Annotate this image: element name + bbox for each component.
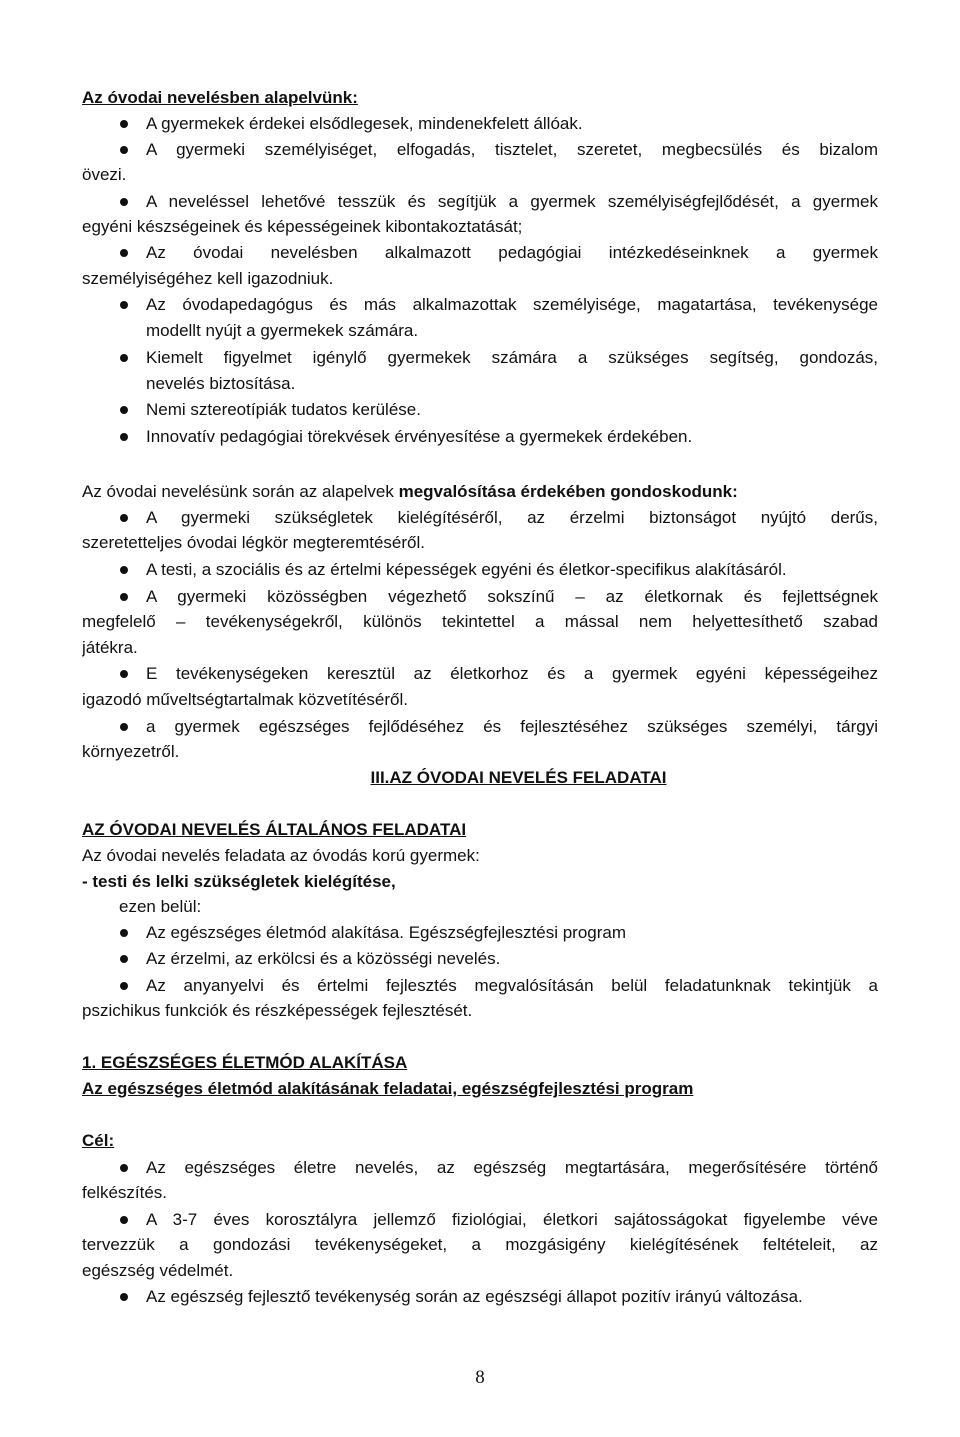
general-tasks-heading: AZ ÓVODAI NEVELÉS ÁLTALÁNOS FELADATAI	[82, 820, 467, 839]
implementation-intro: Az óvodai nevelésünk során az alapelvek megvalósítása érdekében gondoskodunk:	[82, 482, 738, 501]
bullet	[120, 1216, 128, 1224]
bullet	[120, 982, 128, 990]
general-task-item-cont: pszichikus funkciók és részképességek fejlesztését.	[82, 1001, 473, 1020]
bullet	[120, 929, 128, 937]
bullet	[120, 146, 128, 154]
principle-item-cont: egyéni készségeinek és képességeinek kibontakoztatását;	[82, 217, 523, 236]
healthy-lifestyle-subheading: Az egészséges életmód alakításának feladatai, egészségfejlesztési program	[82, 1079, 694, 1098]
bullet	[120, 120, 128, 128]
bullet	[120, 433, 128, 441]
goal-item: Az egészséges életre nevelés, az egészség megtartására, megerősítésére történő	[146, 1158, 878, 1177]
page-number: 8	[475, 1367, 485, 1388]
principle-item: A neveléssel lehetővé tesszük és segítjük a gyermek személyiségfejlődését, a gyermek	[146, 192, 878, 211]
principle-item: Az óvodai nevelésben alkalmazott pedagógiai intézkedéseinknek a gyermek	[146, 243, 878, 262]
bullet	[120, 514, 128, 522]
bullet	[120, 670, 128, 678]
bullet	[120, 406, 128, 414]
principle-item-cont: övezi.	[82, 165, 127, 184]
goal-item-cont: egészség védelmét.	[82, 1261, 234, 1280]
goal-item-cont: tervezzük a gondozási tevékenységeket, a mozgásigény kielégítésének feltételeit, az	[82, 1235, 878, 1254]
healthy-lifestyle-heading: 1. EGÉSZSÉGES ÉLETMÓD ALAKÍTÁSA	[82, 1053, 408, 1072]
principle-item: A gyermekek érdekei elsődlegesek, mindenekfelett állóak.	[146, 114, 583, 133]
bullet	[120, 301, 128, 309]
bullet	[120, 566, 128, 574]
implementation-item: E tevékenységeken keresztül az életkorhoz és a gyermek egyéni képességeihez	[146, 664, 878, 683]
principle-item-cont: személyiségéhez kell igazodniuk.	[82, 269, 334, 288]
implementation-item: A gyermeki szükségletek kielégítéséről, az érzelmi biztonságot nyújtó derűs,	[146, 508, 878, 527]
bullet	[120, 354, 128, 362]
principle-item: Innovatív pedagógiai törekvések érvényesítése a gyermekek érdekében.	[146, 427, 693, 446]
principle-item: A gyermeki személyiséget, elfogadás, tisztelet, szeretet, megbecsülés és bizalom	[146, 140, 878, 159]
general-task-item: Az érzelmi, az erkölcsi és a közösségi nevelés.	[146, 949, 501, 968]
bullet	[120, 1164, 128, 1172]
general-tasks-within: ezen belül:	[119, 897, 202, 916]
bullet	[120, 1293, 128, 1301]
implementation-item-cont: környezetről.	[82, 742, 180, 761]
principles-heading: Az óvodai nevelésben alapelvünk:	[82, 88, 358, 107]
goal-item: A 3-7 éves korosztályra jellemző fiziológiai, életkori sajátosságokat figyelembe véve	[146, 1210, 878, 1229]
general-task-item: Az anyanyelvi és értelmi fejlesztés megvalósításán belül feladatunknak tekintjük a	[146, 976, 878, 995]
goal-item-cont: felkészítés.	[82, 1183, 168, 1202]
principle-item: Nemi sztereotípiák tudatos kerülése.	[146, 400, 421, 419]
principle-item: Kiemelt figyelmet igénylő gyermekek számára a szükséges segítség, gondozás,	[146, 348, 878, 367]
implementation-item-cont: játékra.	[82, 638, 138, 657]
general-task-item: Az egészséges életmód alakítása. Egészségfejlesztési program	[146, 923, 627, 942]
goal-item: Az egészség fejlesztő tevékenység során az egészségi állapot pozitív irányú változása.	[146, 1287, 803, 1306]
principle-item-cont: modellt nyújt a gyermekek számára.	[146, 321, 419, 340]
implementation-item-cont: megfelelő – tevékenységekről, különös tekintettel a mással nem helyettesíthető szabad	[82, 612, 878, 631]
bullet	[120, 593, 128, 601]
general-tasks-subline: - testi és lelki szükségletek kielégítése,	[82, 872, 396, 891]
bullet	[120, 198, 128, 206]
implementation-item-cont: igazodó műveltségtartalmak közvetítéséről.	[82, 690, 408, 709]
implementation-item: A gyermeki közösségben végezhető sokszínű – az életkornak és fejlettségnek	[146, 587, 878, 606]
implementation-item: a gyermek egészséges fejlődéséhez és fejlesztéséhez szükséges személyi, tárgyi	[146, 717, 878, 736]
principle-item: Az óvodapedagógus és más alkalmazottak személyisége, magatartása, tevékenysége	[146, 295, 878, 314]
bullet	[120, 723, 128, 731]
chapter-title: III.AZ ÓVODAI NEVELÉS FELADATAI	[370, 768, 667, 787]
implementation-item: A testi, a szociális és az értelmi képességek egyéni és életkor-specifikus alakításáról.	[146, 560, 787, 579]
principle-item-cont: nevelés biztosítása.	[146, 374, 296, 393]
bullet	[120, 249, 128, 257]
implementation-item-cont: szeretetteljes óvodai légkör megteremtéséről.	[82, 533, 425, 552]
bullet	[120, 955, 128, 963]
general-tasks-line: Az óvodai nevelés feladata az óvodás korú gyermek:	[82, 846, 480, 865]
goal-label: Cél:	[82, 1131, 115, 1150]
